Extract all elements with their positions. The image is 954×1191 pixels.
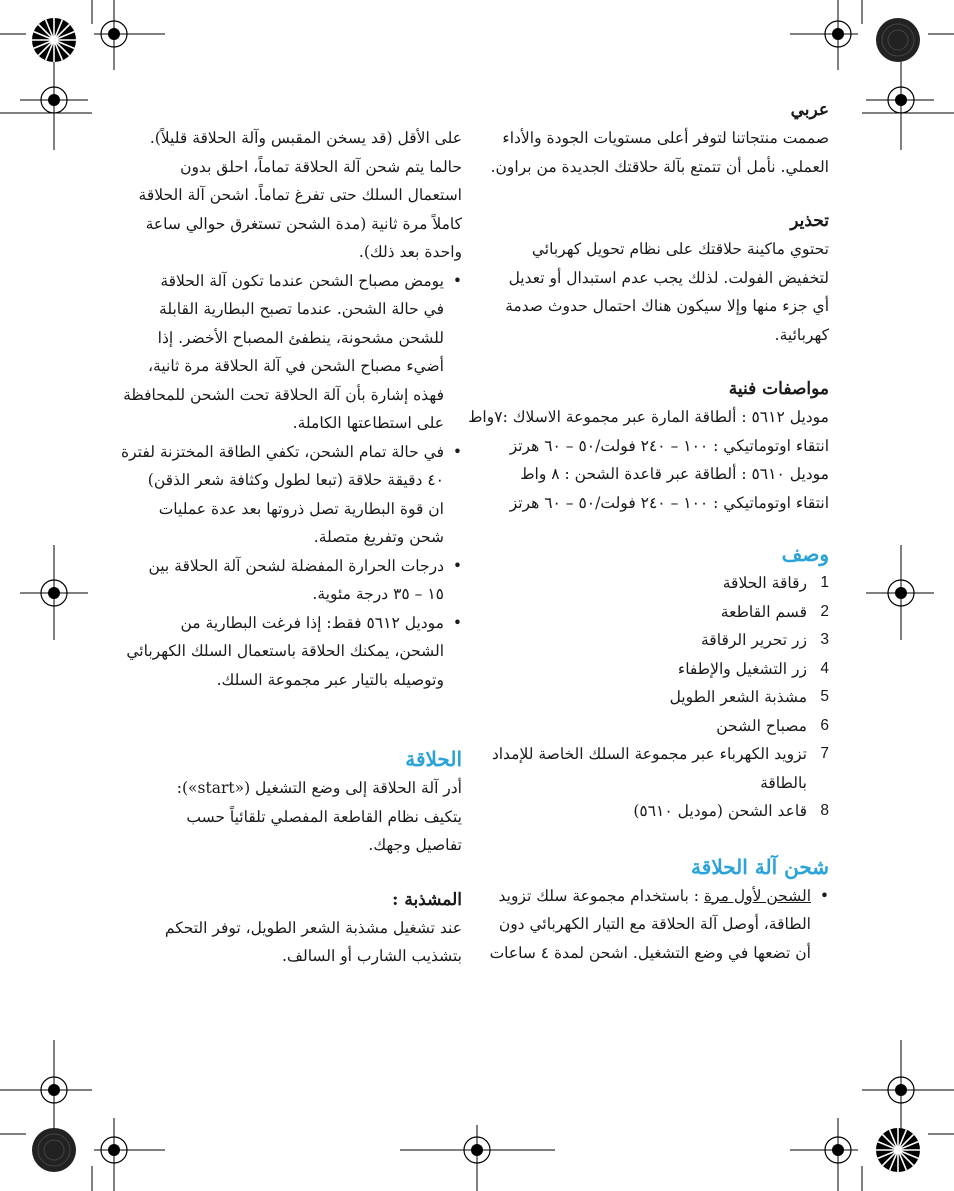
shaving-line: أدر آلة الحلاقة إلى وضع التشغيل («start»): [176, 779, 462, 797]
radial-target [876, 1128, 920, 1172]
bullet-line: في حالة تمام الشحن، تكفي الطاقة المختزنة لفترة [121, 442, 444, 461]
bullet-dot: • [452, 271, 462, 290]
bullet-line: للشحن مشحونة، ينطفئ المصباح الأخضر. إذا [157, 328, 444, 347]
registration-dot [32, 1128, 76, 1172]
bullet-line: درجات الحرارة المفضلة لشحن آلة الحلاقة بين [148, 556, 444, 575]
charging-line [484, 882, 811, 911]
bullet-item [121, 438, 462, 552]
registration-crosshair [94, 14, 134, 54]
bullet-line: ان قوة البطارية تصل ذروتها بعد عدة عمليات [158, 499, 444, 518]
bullet-item [128, 552, 462, 609]
description-item [484, 797, 829, 826]
bullet-line: فهذه إشارة بأن آلة الحلاقة تحت الشحن للمحافظة [123, 385, 444, 404]
item-number: 4 [820, 659, 829, 677]
description-item [484, 626, 829, 655]
bullet-line: على استطاعتها الكاملة. [292, 414, 444, 432]
item-text: قاعد الشحن (موديل ٥٦١٠) [633, 802, 807, 820]
warning-line: كهربائية. [774, 325, 829, 344]
description-item [484, 712, 829, 741]
specs-line: موديل ٥٦١٢ : ألطاقة المارة عبر مجموعة الاسلاك :٧واط [468, 408, 829, 426]
intro-line: العملي. نأمل أن تتمتع بآلة حلاقتك الجديدة من براون. [490, 157, 829, 176]
language-heading: عربي [790, 100, 829, 120]
bullet-line: شحن وتفريغ متصلة. [313, 528, 444, 546]
item-number: 6 [820, 716, 829, 734]
trimmer-line: بتشذيب الشارب أو السالف. [282, 947, 462, 965]
bullet-line: موديل ٥٦١٢ فقط: إذا فرغت البطارية من [180, 613, 444, 632]
shaving-line: يتكيف نظام القاطعة المفصلي تلقائياً حسب [186, 807, 462, 826]
specs-line: انتقاء اوتوماتيكي : ١٠٠ – ٢٤٠ فولت/٥٠ – ٦٠ هرتز [509, 436, 829, 455]
first-charge-text: : باستخدام مجموعة سلك تزويد [498, 886, 704, 905]
item-number: 3 [820, 631, 829, 648]
bullet-line: في حالة الشحن. عندما تصبح البطارية القابلة [159, 300, 444, 318]
description-item [484, 683, 829, 712]
item-number: 1 [820, 574, 829, 591]
item-text: بالطاقة [760, 773, 807, 792]
shaving-line: تفاصيل وجهك. [368, 836, 462, 854]
shaving-heading: الحلاقة [405, 747, 462, 771]
item-text: مصباح الشحن [716, 716, 807, 735]
specs-heading: مواصفات فنية [728, 379, 829, 399]
charging-bullet [484, 882, 829, 968]
description-item [484, 655, 829, 684]
trimmer-line: عند تشغيل مشذبة الشعر الطويل، توفر التحكم [164, 918, 462, 937]
description-item [484, 569, 829, 598]
charging-line: الطاقة، أوصل آلة الحلاقة مع التيار الكهربائي دون [498, 915, 811, 933]
item-number: 7 [820, 745, 829, 762]
item-text: زر التشغيل والإطفاء [677, 659, 807, 678]
specs-line: موديل ٥٦١٠ : ألطاقة عبر قاعدة الشحن : ٨ واط [520, 465, 829, 483]
continued-line: استعمال السلك حتى تفرغ تماماً. اشحن آلة الحلاقة [138, 186, 462, 204]
bullet-line: الشحن، يمكنك الحلاقة باستعمال السلك الكهربائي [126, 642, 444, 660]
right-column [468, 96, 829, 967]
charging-line: أن تضعها في وضع التشغيل. اشحن لمدة ٤ ساعات [489, 943, 811, 962]
description-item [484, 598, 829, 627]
description-item [484, 740, 829, 769]
bullet-item [123, 267, 462, 438]
intro-line: صممت منتجاتنا لتوفر أعلى مستويات الجودة والأداء [502, 129, 829, 147]
bullet-dot: • [452, 613, 462, 632]
bullet-dot: • [452, 442, 462, 461]
description-heading: وصف [781, 542, 829, 566]
bullet-dot: • [452, 556, 462, 575]
bullet-line: ١٥ – ٣٥ درجة مئوية. [312, 585, 444, 603]
warning-heading: تحذير [790, 211, 829, 231]
warning-line: تحتوي ماكينة حلاقتك على نظام تحويل كهربائي [531, 240, 829, 258]
bullet-dot: • [819, 886, 829, 905]
item-number: 8 [820, 802, 829, 819]
item-number: 2 [820, 602, 829, 620]
bullet-line: أضيء مصباح الشحن في آلة الحلاقة مرة ثانية، [148, 357, 444, 375]
continued-line: حالما يتم شحن آلة الحلاقة تماماً، احلق بدون [180, 157, 462, 176]
item-text: رقاقة الحلاقة [722, 574, 807, 592]
radial-target [32, 18, 76, 62]
bullet-line: وتوصيله بالتيار عبر مجموعة السلك. [216, 670, 444, 689]
left-column [121, 124, 462, 971]
continued-line: واحدة بعد ذلك). [358, 243, 462, 261]
item-text: تزويد الكهرباء عبر مجموعة السلك الخاصة للإمداد [491, 745, 807, 763]
item-text: قسم القاطعة [720, 602, 807, 621]
bullet-line: ٤٠ دقيقة حلاقة (تبعا لطول وكثافة شعر الذقن) [147, 471, 444, 489]
bullet-line: يومض مصباح الشحن عندما تكون آلة الحلاقة [160, 271, 444, 290]
item-number: 5 [820, 688, 829, 705]
charging-heading: شحن آلة الحلاقة [691, 854, 829, 879]
item-text: زر تحرير الرقاقة [701, 631, 807, 649]
continued-line: كاملاً مرة ثانية (مدة الشحن تستغرق حوالي ساعة [145, 214, 462, 233]
warning-line: لتخفيض الفولت. لذلك يجب عدم استبدال أو تعديل [508, 268, 829, 287]
continued-line: على الأقل (قد يسخن المقبس وآلة الحلاقة قليلاً). [149, 129, 462, 147]
registration-dot [876, 18, 920, 62]
trimmer-heading: المشذبة : [392, 889, 462, 910]
specs-line: انتقاء اوتوماتيكي : ١٠٠ – ٢٤٠ فولت/٥٠ – ٦٠ هرتز [509, 493, 829, 512]
warning-line: أي جزء منها وإلا سيكون هناك احتمال حدوث صدمة [505, 297, 829, 315]
description-item-continued [484, 769, 829, 798]
item-text: مشذبة الشعر الطويل [669, 688, 807, 706]
bullet-item [128, 609, 462, 695]
first-charge-label: الشحن لأول مرة [703, 886, 811, 905]
